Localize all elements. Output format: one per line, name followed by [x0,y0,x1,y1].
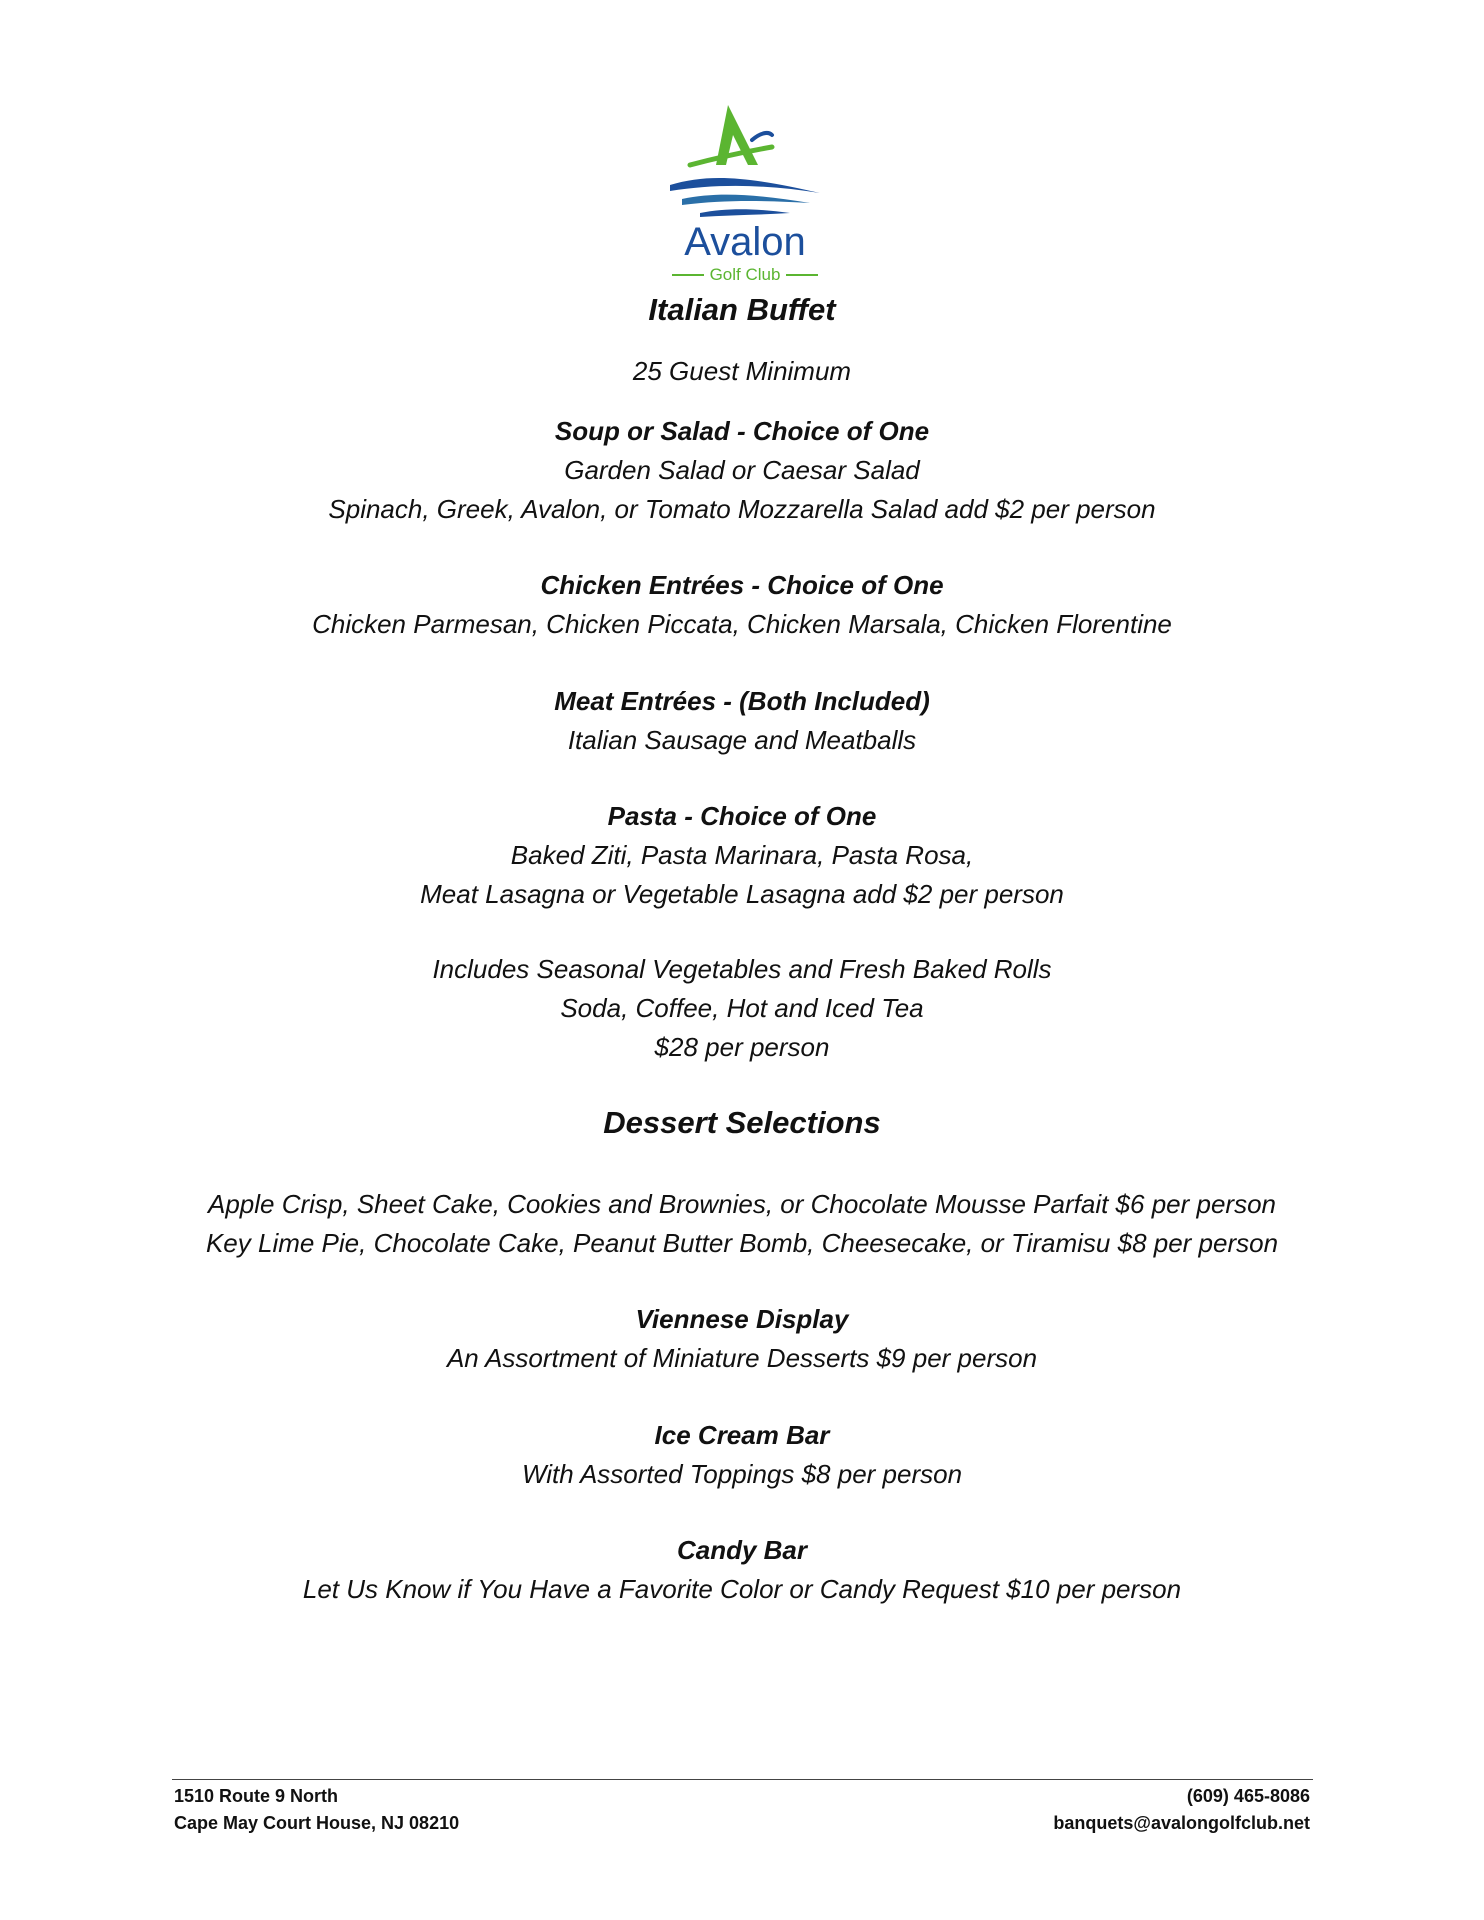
guest-minimum: 25 Guest Minimum [632,356,852,386]
price-line: $28 per person [654,1032,830,1062]
section-line: With Assorted Toppings $8 per person [521,1459,963,1489]
dessert-title: Dessert Selections [603,1105,881,1140]
logo-graphic [660,95,830,280]
footer-divider [172,1779,1313,1780]
section-heading: Soup or Salad - Choice of One [554,416,930,446]
dessert-line: Apple Crisp, Sheet Cake, Cookies and Brownies, or Chocolate Mousse Parfait $6 per person [207,1189,1276,1219]
section-line: Meat Lasagna or Vegetable Lasagna add $2 per person [420,879,1064,909]
address-line: Cape May Court House, NJ 08210 [174,1813,460,1833]
section-heading: Viennese Display [635,1304,849,1334]
avalon-golf-club-logo [660,95,830,280]
includes-line: Soda, Coffee, Hot and Iced Tea [560,993,924,1023]
section-line: Garden Salad or Caesar Salad [564,455,920,485]
section-line: Italian Sausage and Meatballs [567,725,917,755]
menu-section-chicken [0,566,1484,644]
phone-number: (609) 465-8086 [1186,1786,1310,1806]
dessert-candy [0,1531,1484,1609]
section-line: Chicken Parmesan, Chicken Piccata, Chicken Marsala, Chicken Florentine [312,609,1172,639]
section-heading: Candy Bar [676,1535,808,1565]
dessert-line: Key Lime Pie, Chocolate Cake, Peanut Butter Bomb, Cheesecake, or Tiramisu $8 per person [205,1228,1279,1258]
email-address[interactable]: banquets@avalongolfclub.net [1053,1813,1310,1833]
dessert-ice-cream [0,1416,1484,1494]
includes-line: Includes Seasonal Vegetables and Fresh Baked Rolls [432,954,1052,984]
address-line: 1510 Route 9 North [174,1786,339,1806]
menu-section-pasta [0,797,1484,914]
logo-tagline: Golf Club [709,265,781,280]
menu-section-meat [0,682,1484,760]
dessert-viennese [0,1300,1484,1378]
section-line: Spinach, Greek, Avalon, or Tomato Mozzarella Salad add $2 per person [328,494,1156,524]
section-line: An Assortment of Miniature Desserts $9 per person [446,1343,1038,1373]
section-heading: Ice Cream Bar [654,1420,830,1450]
section-heading: Meat Entrées - (Both Included) [554,686,930,716]
section-heading: Chicken Entrées - Choice of One [540,570,944,600]
section-line: Let Us Know if You Have a Favorite Color or Candy Request $10 per person [302,1574,1182,1604]
menu-section-soup-salad [0,412,1484,529]
dessert-options [0,1185,1484,1263]
section-line: Baked Ziti, Pasta Marinara, Pasta Rosa, [510,840,974,870]
footer-contact [1053,1783,1310,1837]
menu-title: Italian Buffet [648,292,836,327]
section-heading: Pasta - Choice of One [607,801,877,831]
logo-wordmark: Avalon [684,220,806,264]
menu-includes [0,950,1484,1067]
footer-address [174,1783,459,1837]
